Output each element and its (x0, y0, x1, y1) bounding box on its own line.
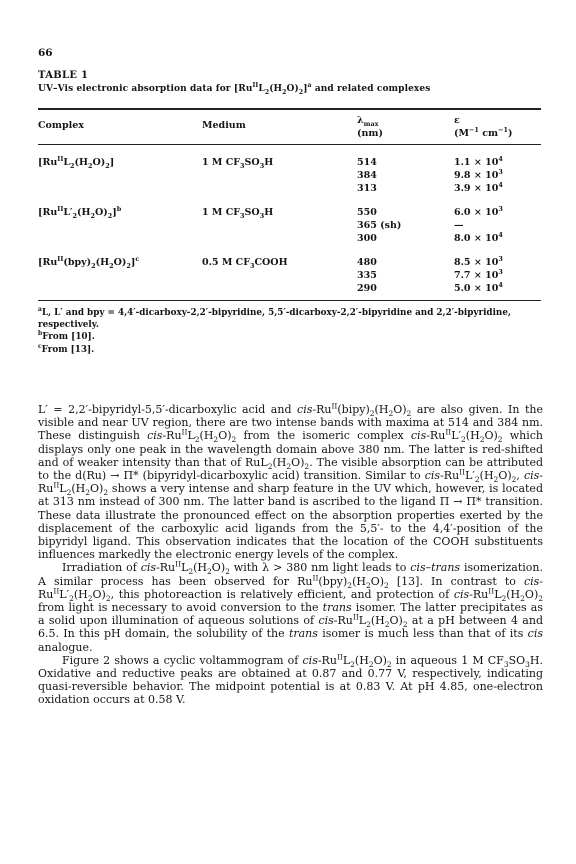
table-label: TABLE 1 (38, 70, 89, 81)
footnote-b: $^b$From [10]. (38, 330, 95, 342)
table-row-3-lambda: 480 335 290 (357, 257, 377, 294)
table-row-1-lambda: 514 384 313 (357, 157, 377, 194)
body-text (38, 403, 543, 707)
table-top-rule (38, 108, 541, 110)
table-row-2-medium: 1 M $CF_3SO_3H$ (202, 207, 274, 220)
table-row-2-epsilon: $6.0 \times 10^3$ — $8.0 \times 10^4$ (454, 204, 503, 244)
table-row-2-complex: $[Ru^{II}L'_2(H_2O)_2]^b$ (38, 204, 122, 220)
table-row-3-medium: 0.5 M $CF_3COOH$ (202, 257, 288, 270)
table-caption: UV–Vis electronic absorption data for $[Ru^{II}L_2(H_2O)_2]^a$ and related complexes (38, 82, 431, 96)
header-lambda: $\lambda_{max}$ (nm) (357, 115, 383, 139)
header-medium: Medium (202, 120, 246, 131)
page-number: 66 (38, 47, 53, 59)
footnote-a: $^a$L, L′ and bpy = 4,4′-dicarboxy-2,2′-bipyridine, 5,5′-dicarboxy-2,2′-bipyridine and 2,2′-bipyridine, respectively. (38, 306, 511, 330)
paragraph-3: Figure 2 shows a cyclic voltammogram of cis-$Ru^{II}L_2(H_2O)_2$ in aqueous 1 M $CF_3SO_3H$. Oxidative and reductive peaks are obtained at 0.87 and 0.77 V, respectively, indicating quasi-reversible behavior. The midpoint potential is at 0.83 V. At pH 4.85, one-electron oxidation occurs at 0.58 V. (38, 652, 543, 707)
table-row-2-lambda: 550 365 (sh) 300 (357, 207, 402, 244)
table-row-3-epsilon: $8.5 \times 10^3$ $7.7 \times 10^3$ $5.0 \times 10^4$ (454, 254, 503, 294)
footnote-c: $^c$From [13]. (38, 343, 95, 355)
paragraph-2: Irradiation of cis-$Ru^{II}L_2(H_2O)_2$ with λ > 380 nm light leads to cis–trans isomerization. A similar process has been observed for $Ru^{II}(bpy)_2(H_2O)_2$ [13]. In contrast to cis-$Ru^{II}L'_2(H_2O)_2$, this photoreaction is relatively efficient, and protection of cis-$Ru^{II}L_2(H_2O)_2$ from light is necessary to avoid conversion to the trans isomer. The latter precipitates as a solid upon illumination of aqueous solutions of cis-$Ru^{II}L_2(H_2O)_2$ at a pH between 4 and 6.5. In this pH domain, the solubility of the trans isomer is much less than that of its cis analogue. (38, 559, 544, 654)
header-epsilon: ε ($M^{-1}$ $cm^{-1}$) (454, 115, 513, 139)
table-row-3-complex: $[Ru^{II}(bpy)_2(H_2O)_2]^c$ (38, 254, 140, 270)
paragraph-1: L′ = 2,2′-bipyridyl-5,5′-dicarboxylic acid and cis-$Ru^{II}(bipy)_2(H_2O)_2$ are also given. In the visible and near UV region, there are two intense bands with maxima at 514 and 384 nm. These distinguish cis-$Ru^{II}L_2(H_2O)_2$ from the isomeric complex cis-$Ru^{II}L'_2(H_2O)_2$ which displays only one peak in the wavelength domain above 380 nm. The latter is red-shifted and of weaker intensity than that of $RuL_2(H_2O)_2$. The visible absorption can be attributed to the d(Ru) → Π* (bipyridyl-dicarboxylic acid) transition. Similar to cis-$Ru^{II}L'_2(H_2O)_2$, cis-$Ru^{II}L_2(H_2O)_2$ shows a very intense and sharp feature in the UV which, however, is located at 313 nm instead of 300 nm. The latter band is ascribed to the ligand Π → Π* transition. These data illustrate the pronounced effect on the absorption properties exerted by the displacement of the carboxylic acid ligands from the 5,5′- to the 4,4′-position of the bipyridyl ligand. This observation indicates that the location of the COOH substituents influences markedly the electronic energy levels of the complex. (38, 401, 544, 562)
table-row-1-epsilon: $1.1 \times 10^4$ $9.8 \times 10^3$ $3.9 \times 10^4$ (454, 154, 503, 194)
table-row-1-complex: $[Ru^{II}L_2(H_2O)_2]$ (38, 154, 115, 170)
header-complex: Complex (38, 120, 84, 131)
table-bottom-rule (38, 300, 541, 301)
table-row-1-medium: 1 M $CF_3SO_3H$ (202, 157, 274, 170)
table-header-rule (38, 144, 541, 145)
